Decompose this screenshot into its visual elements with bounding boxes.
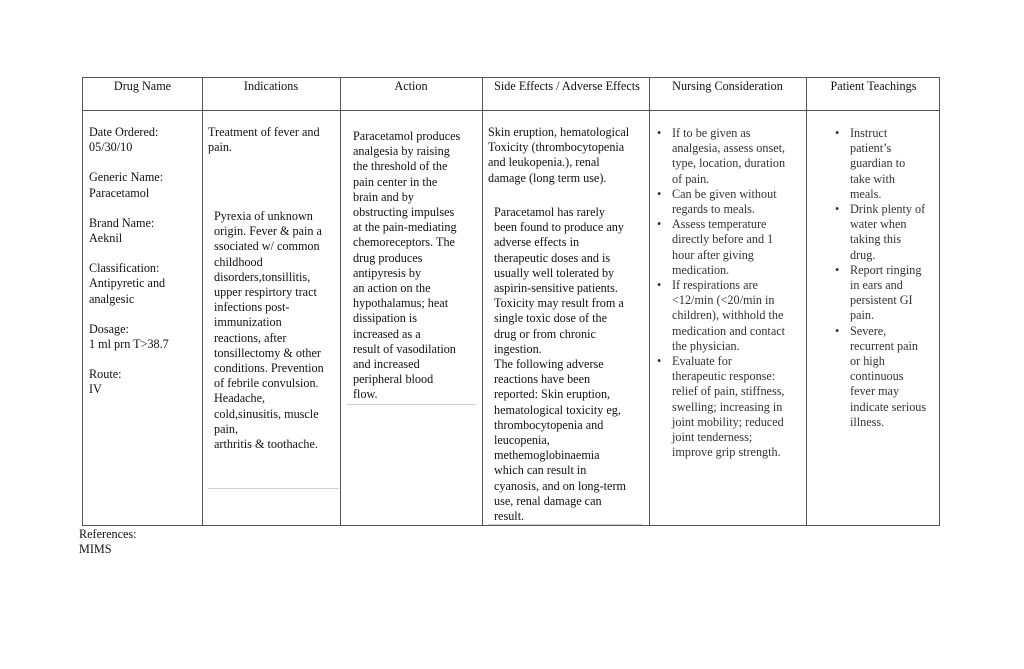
side-effects-summary (488, 125, 648, 186)
indications-line: upper respirtory tract (214, 285, 317, 300)
references-label: References: (79, 527, 137, 541)
header-side-effects: Side Effects / Adverse Effects (494, 79, 640, 93)
side-effects-line: use, renal damage can (494, 493, 602, 508)
indications-line: origin. Fever & pain a (214, 224, 322, 239)
header-patient-teachings: Patient Teachings (830, 79, 917, 93)
teaching-item: • Instruct patient’s guardian to take with meals. (832, 126, 940, 202)
header-drug-name: Drug Name (113, 79, 172, 93)
faint-rule (488, 524, 642, 525)
nursing-item: • Assess temperature directly before and 1 hour after giving medication. (654, 217, 804, 278)
header-nursing-consideration: Nursing Consideration (672, 79, 783, 93)
column-divider (482, 78, 483, 525)
indications-line: of febrile convulsion. (214, 376, 319, 391)
side-effects-line: methemoglobinaemia (494, 448, 600, 463)
header-action: Action (394, 79, 428, 93)
action-line: the threshold of the (353, 159, 448, 174)
indications-line: disorders,tonsillitis, (214, 269, 311, 284)
indications-line: Treatment of fever and (208, 125, 320, 139)
side-effects-line: Paracetamol has rarely (494, 205, 605, 219)
nursing-item: • Evaluate for therapeutic response: relief of pain, stiffness, swelling; increasing in joint mobility; reduced joint tenderness; improve grip strength. (654, 354, 804, 460)
side-effects-line: reported: Skin eruption, (494, 387, 611, 402)
side-effects-line: result. (494, 509, 525, 524)
action-line: at the pain-mediating (353, 220, 457, 235)
teachings-list (832, 126, 940, 430)
action-line: dissipation is (353, 311, 417, 326)
side-effects-line: aspirin-sensitive patients. (494, 281, 618, 296)
action-line: brain and by (353, 189, 414, 204)
indications-line: reactions, after (214, 330, 287, 345)
nursing-item: • If to be given as analgesia, assess onset, type, location, duration of pain. (654, 126, 804, 187)
side-effects-line: drug or from chronic (494, 326, 596, 341)
indications-primary (208, 125, 338, 155)
nursing-item: • Can be given without regards to meals. (654, 187, 804, 217)
action-line: hypothalamus; heat (353, 296, 449, 311)
indications-line: Headache, (214, 391, 266, 406)
header-indications: Indications (243, 79, 299, 93)
classification-value-line: Antipyretic and (89, 276, 166, 291)
action-line: increased as a (353, 326, 421, 341)
side-effects-line: Toxicity may result from a (494, 296, 624, 311)
side-effects-line: The following adverse (494, 357, 604, 372)
indications-line: pain, (214, 421, 239, 436)
side-effects-line: damage (long term use). (488, 170, 607, 185)
side-effects-line: Toxicity (thrombocytopenia (488, 140, 625, 155)
side-effects-line: thrombocytopenia and (494, 417, 604, 432)
generic-name-label: Generic Name: (89, 170, 164, 185)
action-line: an action on the (353, 281, 431, 296)
indications-line: pain. (208, 140, 233, 155)
teaching-item: • Drink plenty of water when taking this drug. (832, 202, 940, 263)
action-line: result of vasodilation (353, 341, 456, 356)
brand-name-label: Brand Name: (89, 215, 155, 230)
classification-label: Classification: (89, 261, 160, 276)
side-effects-line: leucopenia, (494, 433, 550, 448)
side-effects-line: Skin eruption, hematological (488, 125, 630, 139)
indications-line: conditions. Prevention (214, 361, 324, 376)
action-line: drug produces (353, 250, 423, 265)
nursing-list (654, 126, 804, 460)
action-line: peripheral blood (353, 372, 434, 387)
dosage-label: Dosage: (89, 321, 129, 336)
drug-info-cell (89, 125, 199, 398)
action-line: flow. (353, 387, 378, 402)
action-line: obstructing impulses (353, 205, 455, 220)
header-divider (83, 110, 939, 111)
teaching-item: • Severe, recurrent pain or high continuous fever may indicate serious illness. (832, 324, 940, 430)
column-divider (649, 78, 650, 525)
references (79, 527, 137, 557)
action-text (353, 129, 479, 403)
action-line: Paracetamol produces (353, 129, 461, 143)
action-line: analgesia by raising (353, 144, 450, 159)
dosage-value: 1 ml prn T>38.7 (89, 337, 169, 352)
side-effects-line: adverse effects in (494, 235, 580, 250)
nursing-item: • If respirations are <12/min (<20/min in children), withhold the medication and contact the physician. (654, 278, 804, 354)
side-effects-line: ingestion. (494, 341, 542, 356)
column-divider (202, 78, 203, 525)
route-label: Route: (89, 367, 122, 382)
side-effects-line: usually well tolerated by (494, 265, 615, 280)
generic-name-value: Paracetamol (89, 185, 150, 200)
side-effects-line: reactions have been (494, 372, 591, 387)
teaching-item: • Report ringing in ears and persistent GI pain. (832, 263, 940, 324)
brand-name-value: Aeknil (89, 231, 123, 246)
references-value: MIMS (79, 542, 112, 557)
date-ordered-label: Date Ordered: (89, 125, 159, 139)
date-ordered-value: 05/30/10 (89, 140, 133, 155)
column-divider (806, 78, 807, 525)
side-effects-line: single toxic dose of the (494, 311, 608, 326)
action-line: chemoreceptors. The (353, 235, 455, 250)
indications-line: Pyrexia of unknown (214, 209, 313, 223)
faint-rule (208, 488, 339, 489)
side-effects-line: and leukopenia.), renal (488, 155, 600, 170)
drug-study-table (82, 77, 940, 526)
action-line: antipyresis by (353, 265, 422, 280)
side-effects-detail (494, 205, 648, 524)
side-effects-line: therapeutic doses and is (494, 250, 611, 265)
classification-value-line: analgesic (89, 291, 135, 306)
indications-detail (214, 209, 338, 452)
column-divider (340, 78, 341, 525)
side-effects-line: cyanosis, and on long-term (494, 478, 627, 493)
side-effects-line: been found to produce any (494, 220, 624, 235)
indications-line: ssociated w/ common (214, 239, 320, 254)
indications-line: arthritis & toothache. (214, 437, 318, 452)
side-effects-line: hematological toxicity eg, (494, 402, 621, 417)
action-line: and increased (353, 357, 420, 372)
indications-line: childhood (214, 254, 263, 269)
indications-line: tonsillectomy & other (214, 345, 321, 360)
action-line: pain center in the (353, 174, 438, 189)
indications-line: cold,sinusitis, muscle (214, 406, 319, 421)
side-effects-line: which can result in (494, 463, 587, 478)
faint-rule (347, 404, 476, 405)
route-value: IV (89, 382, 102, 397)
indications-line: immunization (214, 315, 282, 330)
indications-line: infections post- (214, 300, 290, 315)
